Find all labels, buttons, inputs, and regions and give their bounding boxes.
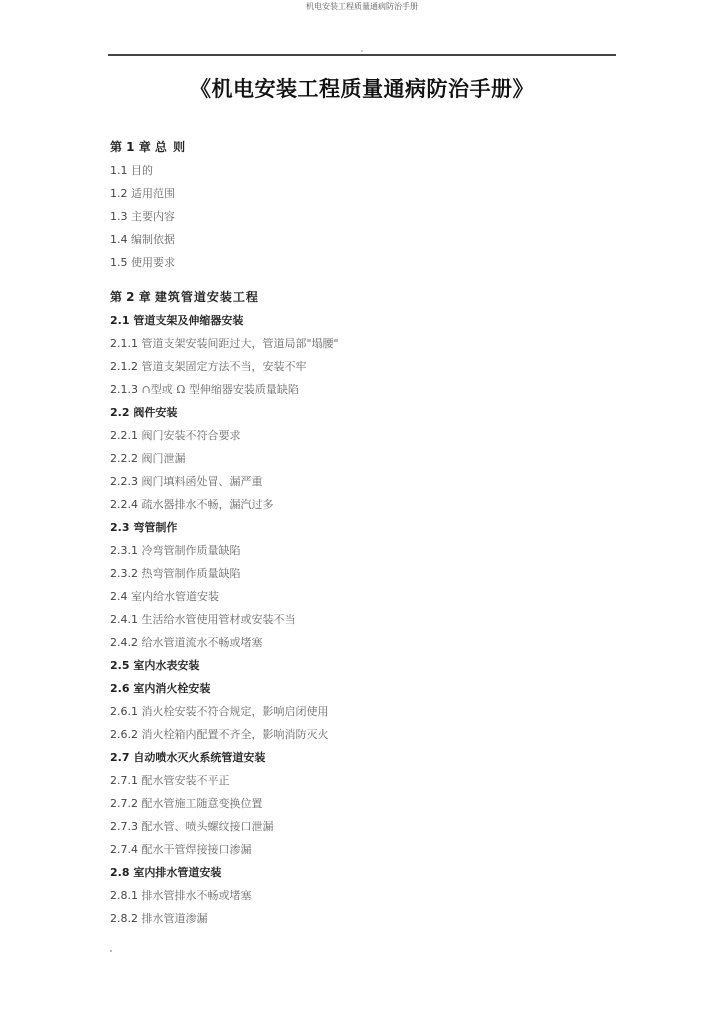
toc-text: 冷弯管制作质量缺陷 xyxy=(141,544,241,557)
chapter-title: 总 则 xyxy=(154,140,187,154)
toc-text: 配水管施工随意变换位置 xyxy=(141,797,263,810)
toc-number: 2.3.1 xyxy=(110,544,138,557)
toc-section xyxy=(110,654,610,677)
toc-section xyxy=(110,401,610,424)
toc-number: 2.1 xyxy=(110,314,130,327)
toc-text: 目的 xyxy=(131,164,153,177)
toc-text: 室内水表安装 xyxy=(133,659,200,672)
toc-number: 1.5 xyxy=(110,256,128,269)
toc-item xyxy=(110,447,610,470)
toc-text: 主要内容 xyxy=(131,210,175,223)
toc-number: 1.4 xyxy=(110,233,128,246)
toc-number: 2.7.4 xyxy=(110,843,138,856)
toc-section xyxy=(110,677,610,700)
toc-text: 室内给水管道安装 xyxy=(131,590,219,603)
toc-item xyxy=(110,493,610,516)
toc-item xyxy=(110,470,610,493)
toc-number: 2.8.1 xyxy=(110,889,138,902)
toc-section xyxy=(110,861,610,884)
toc-item xyxy=(110,228,610,251)
toc-item xyxy=(110,378,610,401)
toc-number: 2.8.2 xyxy=(110,912,138,925)
toc-text: 编制依据 xyxy=(131,233,175,246)
toc-text: 配水管安装不平正 xyxy=(141,774,230,787)
toc-number: 1.2 xyxy=(110,187,128,200)
toc-number: 2.4.2 xyxy=(110,636,138,649)
toc-item xyxy=(110,539,610,562)
chapter-heading xyxy=(110,286,610,309)
toc-item xyxy=(110,838,610,861)
toc-number: 1.1 xyxy=(110,164,128,177)
toc-section xyxy=(110,309,610,332)
toc-number: 2.3 xyxy=(110,521,130,534)
toc-item xyxy=(110,700,610,723)
toc-number: 2.2.4 xyxy=(110,498,138,511)
toc-number: 2.7.2 xyxy=(110,797,138,810)
toc-item xyxy=(110,205,610,228)
toc-text: 阀门安装不符合要求 xyxy=(141,429,241,442)
toc-number: 2.4.1 xyxy=(110,613,138,626)
header-marker xyxy=(361,50,363,52)
toc-item xyxy=(110,585,610,608)
toc-item xyxy=(110,608,610,631)
toc-item xyxy=(110,424,610,447)
toc-number: 2.6.2 xyxy=(110,728,138,741)
chapter-heading xyxy=(110,136,610,159)
toc-text: ∩型或 Ω 型伸缩器安装质量缺陷 xyxy=(141,383,299,396)
toc-text: 室内排水管道安装 xyxy=(133,866,222,879)
toc-text: 管道支架及伸缩器安装 xyxy=(133,314,244,327)
toc-number: 1.3 xyxy=(110,210,128,223)
toc-item xyxy=(110,631,610,654)
toc-item xyxy=(110,159,610,182)
toc-text: 疏水器排水不畅，漏汽过多 xyxy=(141,498,274,511)
toc-section xyxy=(110,746,610,769)
toc-item xyxy=(110,723,610,746)
toc-number: 2.5 xyxy=(110,659,130,672)
toc-text: 室内消火栓安装 xyxy=(133,682,211,695)
header-divider xyxy=(108,54,616,56)
toc-text: 消火栓箱内配置不齐全，影响消防灭火 xyxy=(141,728,329,741)
toc-number: 2.2.1 xyxy=(110,429,138,442)
toc-text: 管道支架固定方法不当，安装不牢 xyxy=(141,360,307,373)
footer-marker xyxy=(110,950,112,952)
toc-number: 2.4 xyxy=(110,590,128,603)
toc-text: 阀件安装 xyxy=(133,406,178,419)
toc-number: 2.1.1 xyxy=(110,337,138,350)
toc-item xyxy=(110,792,610,815)
toc-text: 生活给水管使用管材或安装不当 xyxy=(141,613,296,626)
toc-text: 排水管道渗漏 xyxy=(141,912,208,925)
toc-text: 自动喷水灭火系统管道安装 xyxy=(133,751,266,764)
toc-text: 配水管、喷头螺纹接口泄漏 xyxy=(141,820,274,833)
toc-text: 消火栓安装不符合规定，影响启闭使用 xyxy=(141,705,329,718)
toc-item xyxy=(110,562,610,585)
chapter-number: 第 1 章 xyxy=(110,140,151,154)
chapter-number: 第 2 章 xyxy=(110,290,151,304)
toc-text: 给水管道流水不畅或堵塞 xyxy=(141,636,263,649)
toc-item xyxy=(110,182,610,205)
toc-item xyxy=(110,332,610,355)
toc-text: 管道支架安装间距过大，管道局部"塌腰" xyxy=(141,337,339,350)
toc-number: 2.1.3 xyxy=(110,383,138,396)
toc-number: 2.2.3 xyxy=(110,475,138,488)
toc-number: 2.7.1 xyxy=(110,774,138,787)
toc-section xyxy=(110,516,610,539)
toc-number: 2.3.2 xyxy=(110,567,138,580)
toc-text: 排水管排水不畅或堵塞 xyxy=(141,889,252,902)
toc-text: 热弯管制作质量缺陷 xyxy=(141,567,241,580)
toc-number: 2.7 xyxy=(110,751,130,764)
table-of-contents xyxy=(110,136,610,930)
toc-text: 适用范围 xyxy=(131,187,175,200)
document-title: 《机电安装工程质量通病防治手册》 xyxy=(190,76,534,101)
toc-text: 使用要求 xyxy=(131,256,175,269)
toc-text: 配水干管焊接接口渗漏 xyxy=(141,843,252,856)
running-header: 机电安装工程质量通病防治手册 xyxy=(306,2,418,11)
toc-number: 2.1.2 xyxy=(110,360,138,373)
toc-number: 2.2 xyxy=(110,406,130,419)
toc-number: 2.2.2 xyxy=(110,452,138,465)
toc-text: 阀门泄漏 xyxy=(141,452,186,465)
toc-text: 阀门填料函处冒、漏严重 xyxy=(141,475,263,488)
toc-number: 2.6 xyxy=(110,682,130,695)
toc-item xyxy=(110,251,610,274)
toc-item xyxy=(110,815,610,838)
chapter-title: 建筑管道安装工程 xyxy=(154,290,259,304)
toc-item xyxy=(110,907,610,930)
toc-number: 2.6.1 xyxy=(110,705,138,718)
toc-item xyxy=(110,884,610,907)
toc-item xyxy=(110,355,610,378)
toc-number: 2.8 xyxy=(110,866,130,879)
toc-text: 弯管制作 xyxy=(133,521,178,534)
toc-item xyxy=(110,769,610,792)
toc-number: 2.7.3 xyxy=(110,820,138,833)
